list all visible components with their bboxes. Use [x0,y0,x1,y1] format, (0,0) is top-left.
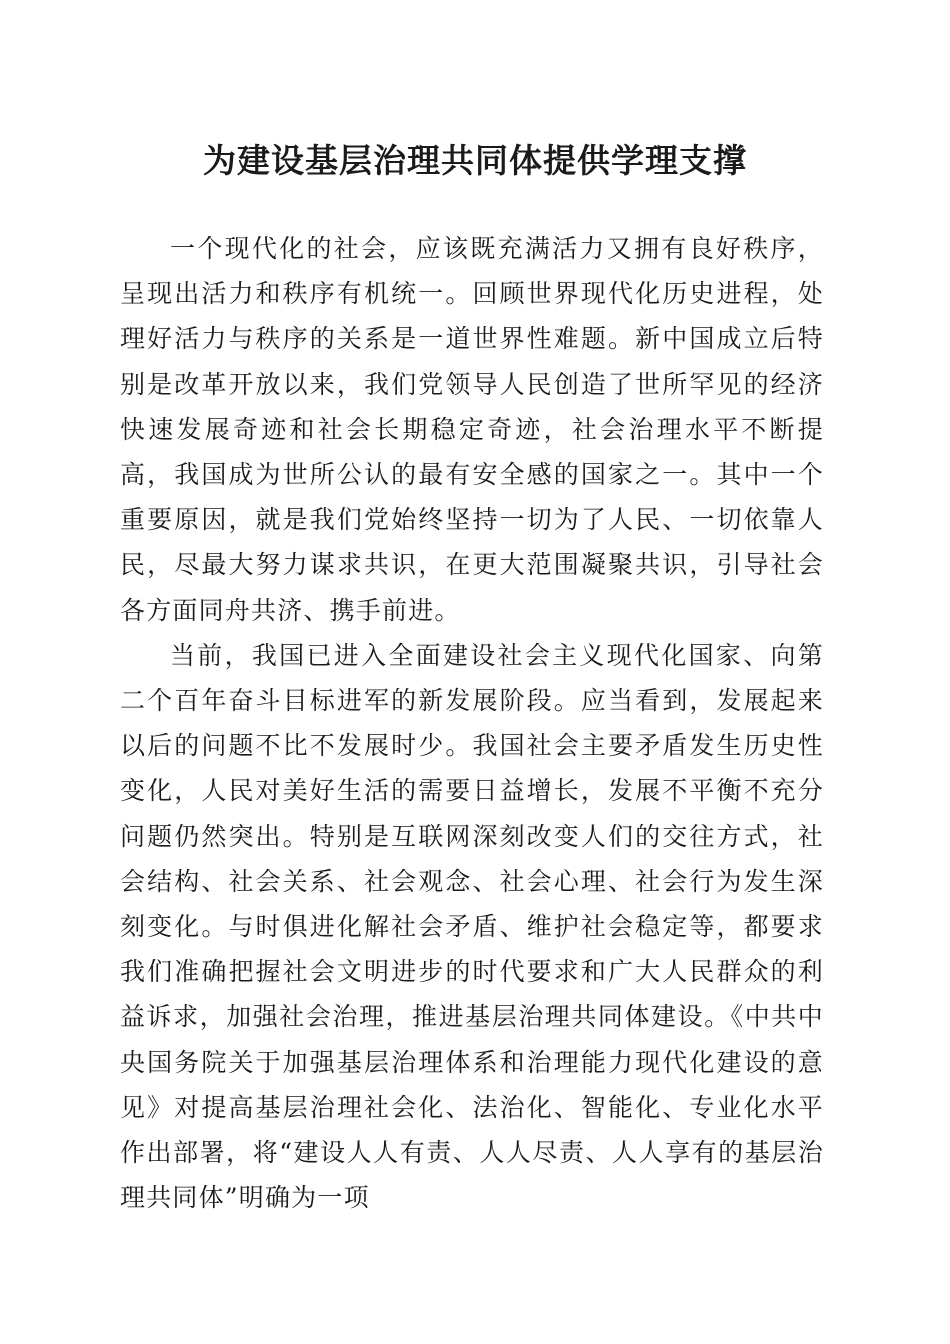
document-body [120,226,824,1220]
document-title: 为建设基层治理共同体提供学理支撑 [203,141,747,180]
paragraph-2: 当前，我国已进入全面建设社会主义现代化国家、向第二个百年奋斗目标进军的新发展阶段。应当看到，发展起来以后的问题不比不发展时少。我国社会主要矛盾发生历史性变化，人民对美好生活的需要日益增长，发展不平衡不充分问题仍然突出。特别是互联网深刻改变人们的交往方式，社会结构、社会关系、社会观念、社会心理、社会行为发生深刻变化。与时俱进化解社会矛盾、维护社会稳定等，都要求我们准确把握社会文明进步的时代要求和广大人民群众的利益诉求，加强社会治理，推进基层治理共同体建设。《中共中央国务院关于加强基层治理体系和治理能力现代化建设的意见》对提高基层治理社会化、法治化、智能化、专业化水平作出部署，将“建设人人有责、人人尽责、人人享有的基层治理共同体”明确为一项 [120,640,824,1213]
paragraph-1: 一个现代化的社会，应该既充满活力又拥有良好秩序，呈现出活力和秩序有机统一。回顾世界现代化历史进程，处理好活力与秩序的关系是一道世界性难题。新中国成立后特别是改革开放以来，我们党领导人民创造了世所罕见的经济快速发展奇迹和社会长期稳定奇迹，社会治理水平不断提高，我国成为世所公认的最有安全感的国家之一。其中一个重要原因，就是我们党始终坚持一切为了人民、一切依靠人民，尽最大努力谋求共识，在更大范围凝聚共识，引导社会各方面同舟共济、携手前进。 [120,234,824,625]
